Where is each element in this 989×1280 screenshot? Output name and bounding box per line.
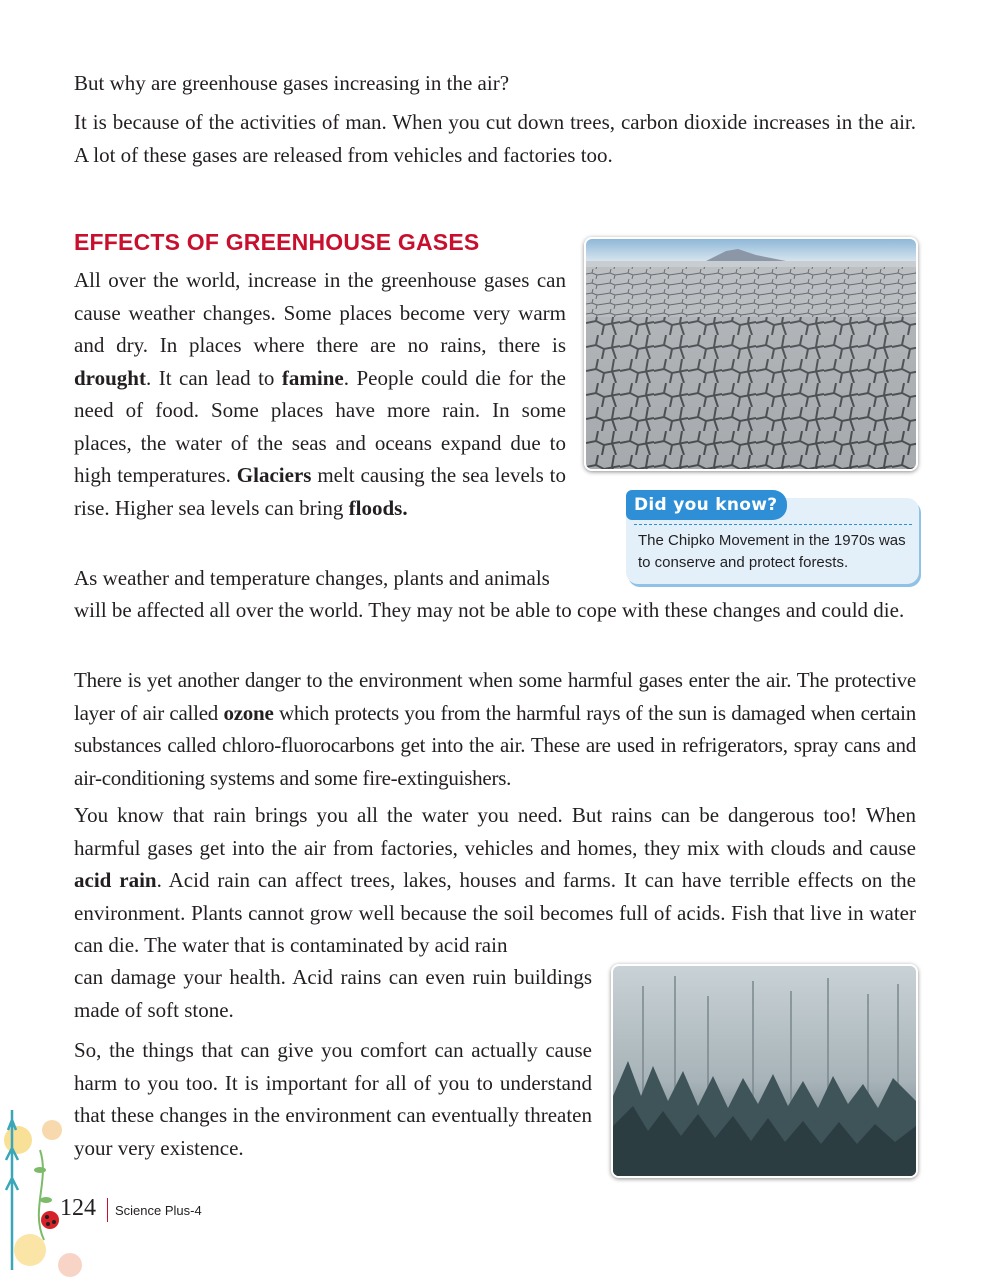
term-glaciers: Glaciers [236, 463, 312, 487]
book-title: Science Plus-4 [115, 1203, 202, 1218]
paragraph-plants-animals-rest: will be affected all over the world. They may not be able to cope with these changes and could die. [74, 598, 905, 622]
drought-photo [584, 237, 918, 471]
term-famine: famine [281, 365, 344, 390]
p3-text-1: There is yet another danger to the environment when some harmful gases enter the air. The protective layer of air called [74, 668, 916, 725]
term-acid-rain: acid rain [74, 868, 157, 892]
p1-text-1: All over the world, increase in the greenhouse gases can cause weather changes. Some places become very warm and dry. In places where there are no rains, there is [74, 268, 566, 357]
misty-forest-image [613, 966, 916, 1176]
paragraph-plants-animals-line1: As weather and temperature changes, plants and animals [74, 566, 550, 590]
section-heading: EFFECTS OF GREENHOUSE GASES [74, 229, 480, 255]
paragraph-conclusion: So, the things that can give you comfort can actually cause harm to you too. It is important for all of you to understand that these changes in the environment can eventually threaten your very existence. [74, 1038, 592, 1160]
did-you-know-divider [634, 524, 912, 525]
page-number: 124 [60, 1195, 96, 1221]
term-floods: floods. [348, 495, 408, 520]
paragraph-ozone [74, 664, 916, 794]
cracked-earth-image [586, 239, 916, 469]
term-drought: drought [74, 365, 146, 390]
p4-text-1: You know that rain brings you all the water you need. But rains can be dangerous too! When harmful gases get into the air from factories, vehicles and homes, they mix with clouds and cause [74, 803, 916, 860]
p3-text-2: which protects you from the harmful rays of the sun is damaged when certain substances called chloro-fluorocarbons get into the air. These are used in refrigerators, spray cans and air-conditioning systems and some fire-extinguishers. [74, 700, 916, 790]
p1-text-2: . It can lead to [145, 365, 282, 390]
forest-photo [611, 964, 918, 1178]
intro-answer: It is because of the activities of man. When you cut down trees, carbon dioxide increases in the air. A lot of these gases are released from vehicles and factories too. [74, 110, 916, 167]
paragraph-acid-rain-tail: can damage your health. Acid rains can even ruin buildings made of soft stone. [74, 965, 592, 1022]
paragraph-acid-rain [74, 799, 916, 962]
paragraph-weather-changes [74, 264, 566, 524]
did-you-know-text: The Chipko Movement in the 1970s was to conserve and protect forests. [638, 532, 906, 571]
p1-text-3: . People could die for the need of food. Some places have more rain. In some places, the water of the seas and oceans expand due to high temperatures. [74, 365, 567, 487]
intro-question: But why are greenhouse gases increasing in the air? [74, 71, 510, 95]
did-you-know-label: Did you know? [626, 490, 787, 520]
term-ozone: ozone [223, 700, 274, 725]
footer-divider [107, 1198, 108, 1222]
floral-decoration-icon [0, 1100, 110, 1280]
p4-text-2: . Acid rain can affect trees, lakes, houses and farms. It can have terrible effects on the environment. Plants cannot grow well because the soil becomes full of acids. Fish that live in water can die. The water that is contaminated by acid rain [74, 868, 916, 957]
p1-text-4: melt causing the sea levels to rise. Higher sea levels can bring [74, 463, 566, 520]
